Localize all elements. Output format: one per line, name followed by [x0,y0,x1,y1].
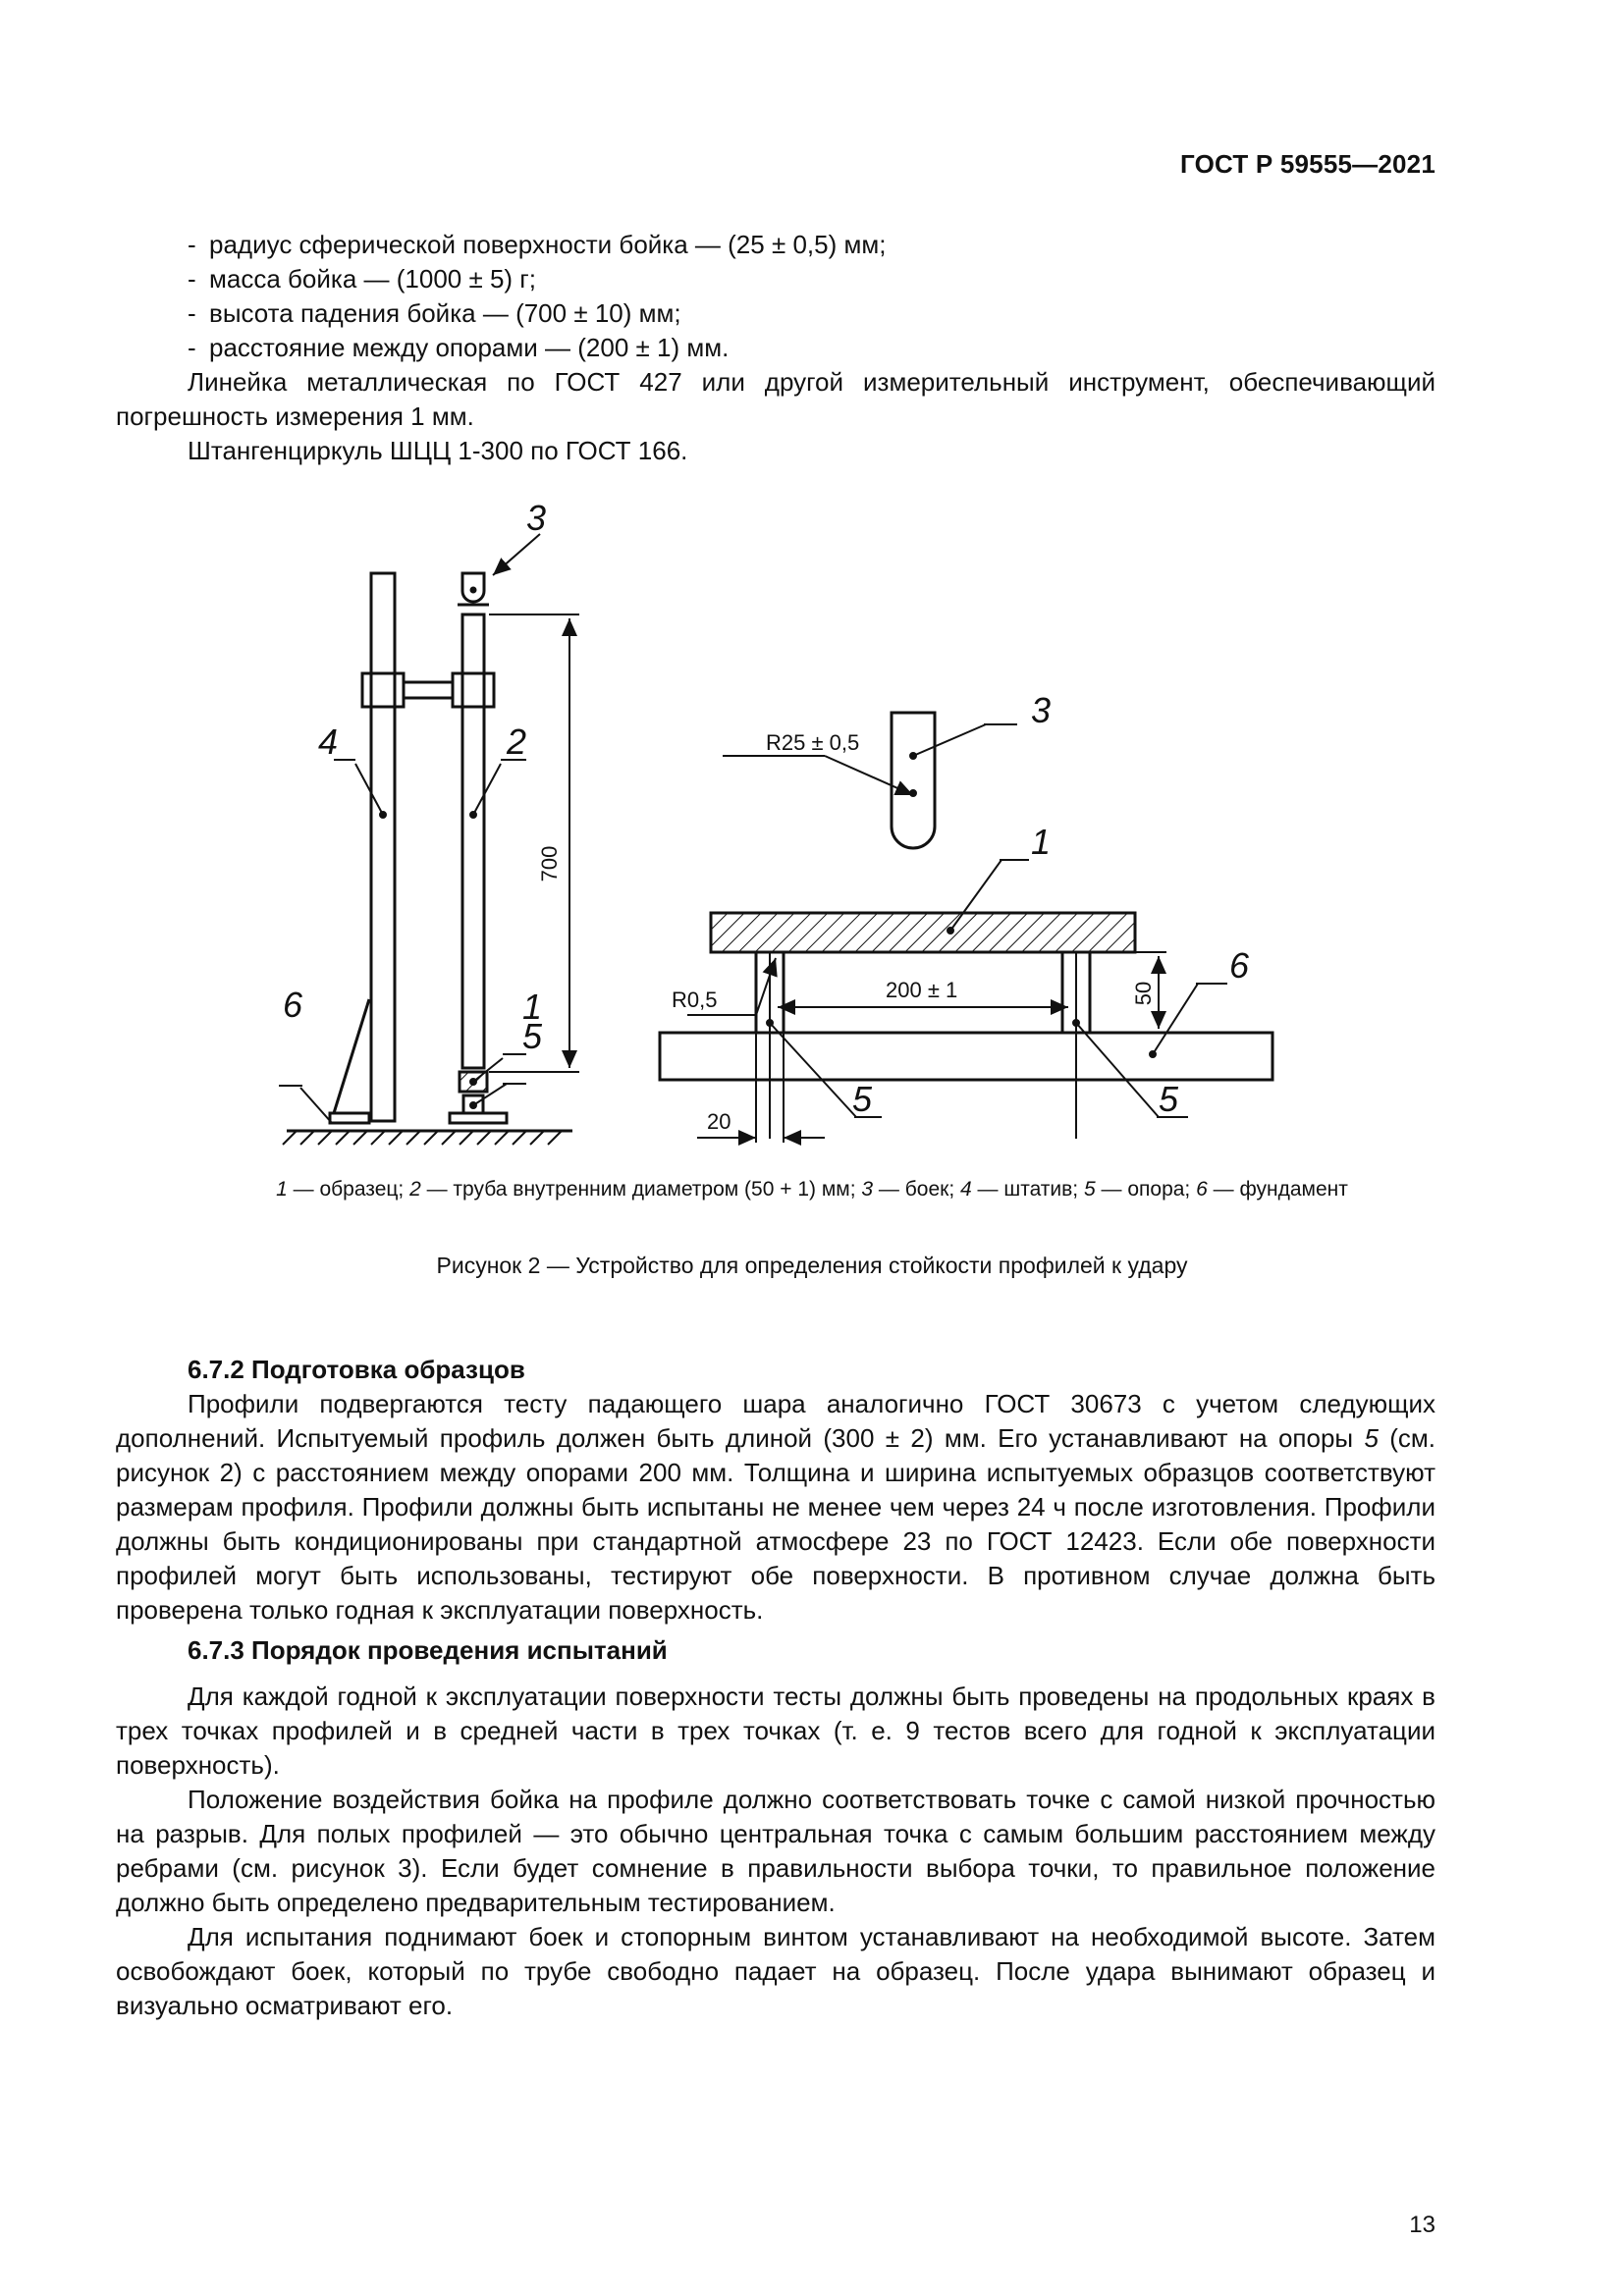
label-2-left: 2 [507,721,527,762]
legend-num: 2 [409,1178,421,1201]
section-672 [116,1353,1435,1628]
label-1-right: 1 [1031,822,1052,862]
legend-num: 4 [960,1178,972,1201]
dim-50-label: 50 [1131,981,1156,1006]
figure-legend [0,1178,1624,1201]
legend-text: — боек; [873,1178,960,1201]
list-item-text: высота падения бойка — (700 ± 10) мм; [209,298,681,328]
dim-200-label: 200 ± 1 [886,978,958,1002]
foundation-plate [660,1033,1272,1080]
label-1-left: 1 [522,987,543,1027]
list-dash: - [188,298,196,328]
document-header: ГОСТ Р 59555—2021 [1180,149,1435,179]
section-673-title: 6.7.3 Порядок проведения испытаний [188,1635,668,1665]
list-item-text: масса бойка — (1000 ± 5) г; [209,264,537,294]
list-dash: - [188,333,196,362]
clamp-bar [404,682,453,698]
caliper-paragraph: Штангенциркуль ШЦЦ 1-300 по ГОСТ 166. [188,436,688,465]
legend-text: — труба внутренним диаметром (50 + 1) мм; [420,1178,862,1201]
support-base-small [450,1113,507,1123]
label-5-right-a: 5 [852,1079,873,1119]
figure-title: Рисунок 2 — Устройство для определения стойкости профилей к удару [436,1253,1188,1278]
legend-num: 1 [276,1178,288,1201]
dim-700-label: 700 [537,845,562,882]
ruler-paragraph: Линейка металлическая по ГОСТ 427 или другой измерительный инструмент, обеспечивающий погрешность измерения 1 мм. [116,367,1435,431]
label-6-right: 6 [1229,945,1250,986]
legend-num: 5 [1083,1178,1096,1201]
tube-clamp [453,673,494,707]
list-dash: - [188,230,196,259]
legend-num: 3 [861,1178,874,1201]
list-item [116,228,1435,262]
label-5-left: 5 [522,1016,543,1056]
support-ref-number: 5 [1364,1423,1379,1453]
legend-text: — штатив; [971,1178,1084,1201]
section-673-para1: Для каждой годной к эксплуатации поверхности тесты должны быть проведены на продольных краях в трех точках профилей и в средней части в трех точках (т. е. 9 тестов всего для годной к эксплуатации поверхность). [116,1682,1435,1780]
radius-25-label: R25 ± 0,5 [766,730,860,755]
label-4-left: 4 [318,721,339,762]
label-3-right: 3 [1031,690,1052,730]
section-672-title: 6.7.2 Подготовка образцов [188,1355,525,1384]
striker-large [892,713,935,848]
list-item [116,262,1435,296]
section-673-para3: Для испытания поднимают боек и стопорным винтом устанавливают на необходимой высоте. Затем освобождают боек, который по трубе свободно падает на образец. После удара вынимают образец и визуально осматривают его. [116,1922,1435,2020]
dim-20-label: 20 [707,1109,731,1134]
radius-05-label: R0,5 [672,988,718,1012]
section-672-text-a: Профили подвергаются тесту падающего шара аналогично ГОСТ 30673 с учетом следующих дополнений. Испытуемый профиль должен быть длиной (300 ± 2) мм. Его устанавливают на опоры [116,1389,1435,1453]
legend-text: — опора; [1095,1178,1197,1201]
parameter-list [116,228,1435,365]
section-672-text-b: (см. рисунок 2) с расстоянием между опорами 200 мм. Толщина и ширина испытуемых образцов соответствуют размерам профиля. Профили должны быть испытаны не менее чем через 24 ч после изготовления. Профили должны быть кондиционированы при стандартной атмосфере 23 по ГОСТ 12423. Если обе поверхности профилей могут быть использованы, тестируют обе поверхности. В противном случае должна быть проверена только годная к эксплуатации поверхность. [116,1423,1435,1625]
legend-text: — образец; [287,1178,410,1201]
specimen-large [711,913,1135,952]
impact-device-figure [275,499,1286,1147]
guide-tube [462,614,484,1068]
section-673-para2: Положение воздействия бойка на профиле должно соответствовать точке с самой низкой прочностью на разрыв. Для полых профилей — это обычно центральная точка с самым большим расстоянием между ребрами (см. рисунок 3). Если будет сомнение в правильности выбора точки, то правильное положение должно быть определено предварительным тестированием. [116,1785,1435,1917]
label-3-left: 3 [526,499,547,538]
stand-base [330,1113,369,1123]
label-6-left: 6 [283,985,303,1025]
page-number: 13 [1409,2212,1435,2238]
label-5-right-b: 5 [1159,1079,1179,1119]
section-672-paragraph [116,1387,1435,1628]
list-item-text: расстояние между опорами — (200 ± 1) мм. [209,333,730,362]
list-item [116,296,1435,331]
legend-text: — фундамент [1207,1178,1348,1201]
legend-num: 6 [1196,1178,1208,1201]
stand-pole [371,573,395,1121]
list-dash: - [188,264,196,294]
stand-clamp [362,673,404,707]
list-item-text: радиус сферической поверхности бойка — (25 ± 0,5) мм; [209,230,887,259]
section-673 [116,1633,1435,2023]
list-item [116,331,1435,365]
intro-block [116,228,1435,468]
